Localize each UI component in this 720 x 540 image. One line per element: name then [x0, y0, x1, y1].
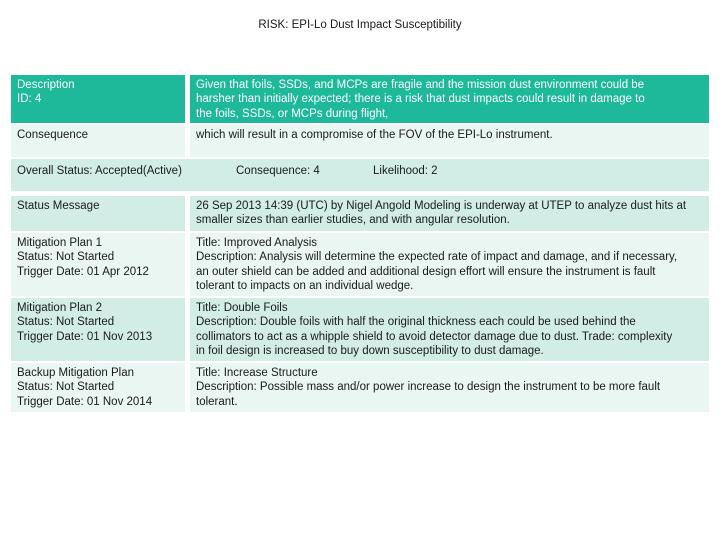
description-row: [11, 75, 709, 123]
mitigation-plan-meta-cell: [11, 298, 185, 361]
consequence-text-cell: [190, 125, 709, 157]
status-message-label: Status Message: [17, 200, 100, 212]
description-text-line: Given that foils, SSDs, and MCPs are fragile and the mission dust environment could be: [196, 79, 645, 91]
backup-mitigation-plan-row: [11, 363, 709, 412]
mitigation-plan-row: [11, 233, 709, 296]
status-message-text-line: 26 Sep 2013 14:39 (UTC) by Nigel Angold Modeling is underway at UTEP to analyze dust hits at: [196, 200, 687, 212]
description-label: Description: [17, 79, 75, 91]
mitigation-plan-detail-cell: [190, 233, 709, 296]
mitigation-plan-description-line: collimators to act as a whipple shield to avoid detector damage due to dust. Trade: complexity: [196, 330, 673, 343]
likelihood-score: Likelihood: 2: [373, 165, 438, 177]
mitigation-plan-description-line: tolerant.: [196, 395, 238, 408]
mitigation-plan-description-line: in foil design is increased to buy down susceptibility to dust damage.: [196, 344, 544, 357]
mitigation-plan-name: Mitigation Plan 1: [17, 237, 103, 249]
status-bar: [11, 159, 709, 191]
mitigation-plan-detail-cell: [190, 298, 709, 361]
mitigation-plan-name: Backup Mitigation Plan: [17, 367, 134, 379]
consequence-text: which will result in a compromise of the FOV of the EPI-Lo instrument.: [196, 129, 553, 141]
mitigation-plan-title: Title: Double Foils: [196, 302, 288, 314]
overall-status: Overall Status: Accepted(Active): [17, 165, 182, 177]
risk-id: ID: 4: [17, 93, 42, 106]
status-message-row: [11, 196, 709, 231]
status-message-text-cell: [190, 196, 709, 231]
description-label-cell: [11, 75, 185, 123]
consequence-row: [11, 125, 709, 157]
mitigation-plan-status: Status: Not Started: [17, 316, 115, 329]
mitigation-plan-detail-cell: [190, 363, 709, 412]
mitigation-plan-name: Mitigation Plan 2: [17, 302, 103, 314]
mitigation-plan-description-line: Description: Double foils with half the original thickness each could be used behind the: [196, 316, 636, 329]
mitigation-plan-description-line: an outer shield can be added and additional design effort will ensure the instrument is fault: [196, 265, 656, 278]
status-message-label-cell: [11, 196, 185, 231]
mitigation-plan-status: Status: Not Started: [17, 381, 115, 394]
consequence-label: Consequence: [17, 129, 88, 141]
status-message-text-line: smaller sizes than earlier studies, and with angular resolution.: [196, 214, 510, 227]
mitigation-plan-meta-cell: [11, 363, 185, 412]
description-text-cell: [190, 75, 709, 123]
consequence-score: Consequence: 4: [236, 165, 320, 177]
mitigation-plan-trigger-date: Trigger Date: 01 Nov 2013: [17, 330, 153, 343]
mitigation-plan-meta-cell: [11, 233, 185, 296]
description-text-line: harsher than initially expected; there is a risk that dust impacts could result in damage to: [196, 93, 645, 106]
mitigation-plan-title: Title: Improved Analysis: [196, 237, 318, 249]
mitigation-plan-trigger-date: Trigger Date: 01 Nov 2014: [17, 395, 153, 408]
consequence-label-cell: [11, 125, 185, 157]
page-title: RISK: EPI-Lo Dust Impact Susceptibility: [258, 19, 462, 31]
mitigation-plan-title: Title: Increase Structure: [196, 367, 318, 379]
mitigation-plan-row: [11, 298, 709, 361]
mitigation-plan-description-line: tolerant to impacts on an individual wedge.: [196, 279, 414, 292]
mitigation-plan-description-line: Description: Analysis will determine the expected rate of impact and damage, and if necessary,: [196, 251, 678, 264]
mitigation-plan-trigger-date: Trigger Date: 01 Apr 2012: [17, 265, 149, 278]
mitigation-plan-description-line: Description: Possible mass and/or power increase to design the instrument to be more fault: [196, 381, 661, 394]
description-text-line: the foils, SSDs, or MCPs during flight,: [196, 107, 389, 120]
mitigation-plan-status: Status: Not Started: [17, 251, 115, 264]
